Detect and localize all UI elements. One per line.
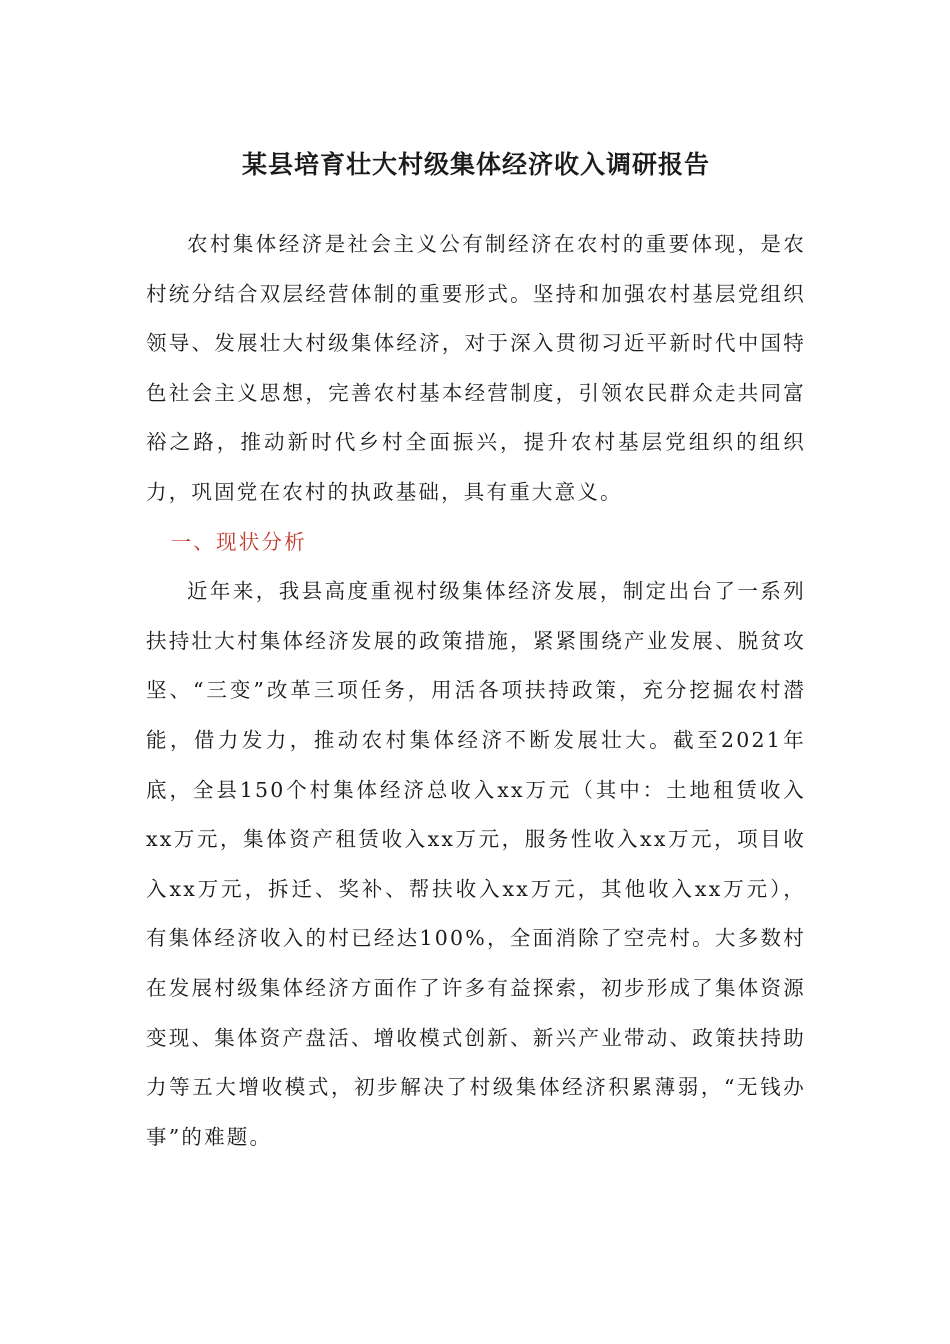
intro-paragraph: 农村集体经济是社会主义公有制经济在农村的重要体现，是农村统分结合双层经营体制的重要形式。坚持和加强农村基层党组织领导、发展壮大村级集体经济，对于深入贯彻习近平新时代中国特色社会主义思想，完善农村基本经营制度，引领农民群众走共同富裕之路，推动新时代乡村全面振兴，提升农村基层党组织的组织力，巩固党在农村的执政基础，具有重大意义。	[146, 232, 806, 504]
section-heading-status-analysis: 一、现状分析	[170, 529, 307, 554]
status-analysis-paragraph: 近年来，我县高度重视村级集体经济发展，制定出台了一系列扶持壮大村集体经济发展的政策措施，紧紧围绕产业发展、脱贫攻坚、“三变”改革三项任务，用活各项扶持政策，充分挖掘农村潜能，借力发力，推动农村集体经济不断发展壮大。截至2021年底，全县150个村集体经济总收入xx万元（其中：土地租赁收入xx万元，集体资产租赁收入xx万元，服务性收入xx万元，项目收入xx万元，拆迁、奖补、帮扶收入xx万元，其他收入xx万元），有集体经济收入的村已经达100%，全面消除了空壳村。大多数村在发展村级集体经济方面作了许多有益探索，初步形成了集体资源变现、集体资产盘活、增收模式创新、新兴产业带动、政策扶持助力等五大增收模式，初步解决了村级集体经济积累薄弱，“无钱办事”的难题。	[146, 579, 806, 1149]
document-title: 某县培育壮大村级集体经济收入调研报告	[241, 150, 710, 179]
document-page	[146, 140, 806, 1162]
